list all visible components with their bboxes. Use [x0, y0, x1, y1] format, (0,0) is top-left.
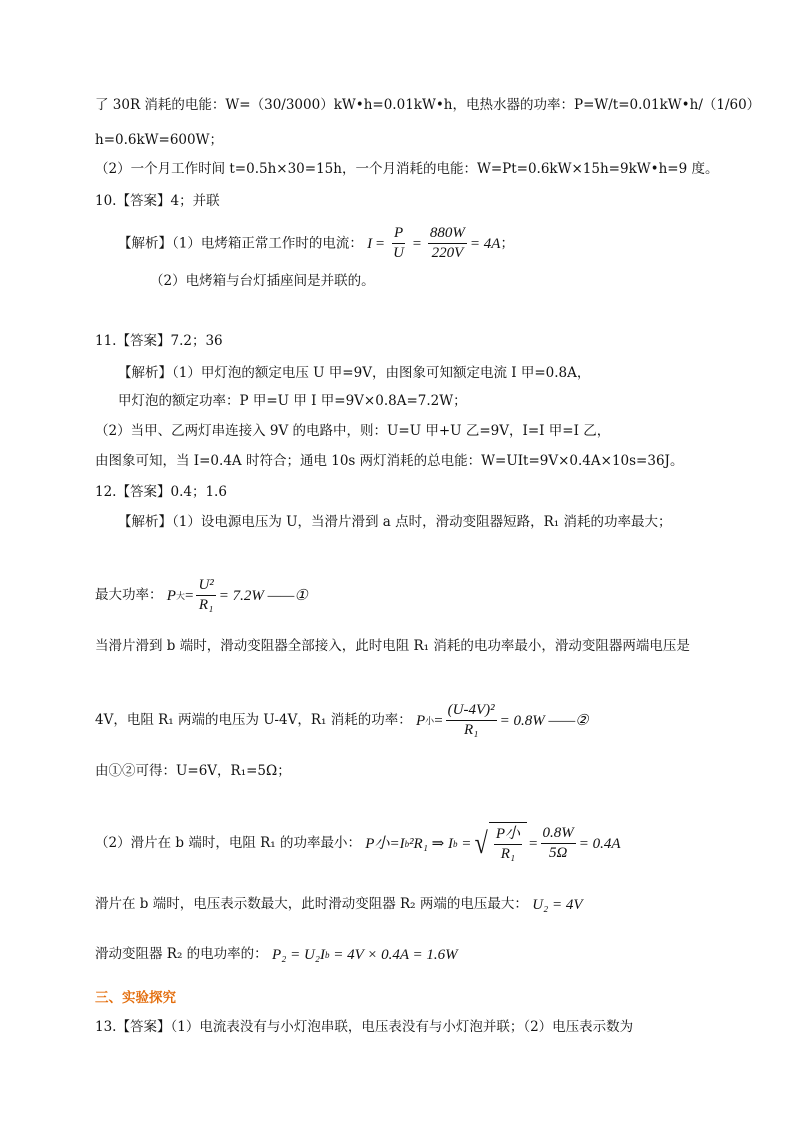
text-line: 了 30R 消耗的电能：W=（30/3000）kW•h=0.01kW•h，电热水器的功率：P=W/t=0.01kW•h/（1/60）	[95, 97, 761, 113]
analysis-text: （1）电烤箱正常工作时的电流：	[172, 235, 363, 252]
text-line: （2）一个月工作时间 t=0.5h×30=15h，一个月消耗的电能：W=Pt=0.6kW×15h=9kW•h=9 度。	[95, 161, 719, 177]
fraction	[494, 826, 522, 864]
denominator: 220V	[431, 245, 464, 262]
formula-current: I = $\frac{P}{U}$ = $\frac{880W}{220V}$ = 4A	[367, 225, 501, 262]
denominator: R₁	[500, 846, 516, 862]
square-root: √ $\frac{\text{P小}}{\text{R₁}}$	[473, 822, 527, 866]
question-number: 13.	[95, 1019, 117, 1035]
analysis-line	[118, 225, 514, 263]
text-line: 甲灯泡的额定功率：P 甲=U 甲 I 甲=9V×0.8A=7.2W；	[118, 393, 467, 409]
formula-power: P₂ = U₂I b = 4V × 0.4A = 1.6W	[272, 941, 458, 969]
punct: ；	[500, 235, 514, 252]
answer-line-q11	[95, 332, 223, 350]
numerator: 0.8W	[541, 825, 576, 844]
question-number: 11.	[95, 333, 117, 349]
text-line: 由①②可得：U=6V，R₁=5Ω；	[95, 763, 291, 779]
answer-text: 4；并联	[170, 193, 220, 209]
section-heading: 三、实验探究	[95, 990, 176, 1006]
equals: =	[461, 835, 472, 852]
label: 最大功率：	[95, 587, 163, 603]
formula-line-current	[95, 820, 621, 867]
math-symbol: P	[416, 712, 426, 729]
question-number: 12.	[95, 484, 117, 500]
fraction	[196, 577, 215, 615]
answer-line-q10	[95, 192, 220, 210]
answer-tag: 【答案】	[116, 193, 171, 209]
text-line: h=0.6kW=600W；	[95, 132, 223, 148]
math-symbol: P	[166, 587, 176, 604]
formula-line-min	[95, 700, 589, 741]
result: = 7.2W ——①	[218, 587, 308, 604]
analysis-tag: 【解析】	[118, 235, 172, 252]
text-line: 【解析】（1）甲灯泡的额定电压 U 甲=9V，由图象可知额定电流 I 甲=0.8A，	[118, 365, 591, 381]
math-expr: P₂ = U₂I	[271, 946, 326, 963]
math-expr: ²R₁ ⇒ I	[409, 835, 454, 852]
answer-line-q13	[95, 1018, 633, 1036]
formula-current-b: P小=I b ²R₁ ⇒ I b = √ $\frac{\text{P小}}{\text{R₁}}$ = $\frac{0.8W}{5\Omega}$ = 0.4A	[365, 821, 620, 867]
formula-max-power: P 大 = $\frac{\text{U²}}{\text{R₁}}$ = 7.2W ——①	[167, 576, 308, 616]
math-expr: = 4V × 0.4A = 1.6W	[333, 946, 458, 963]
denominator: R₁	[463, 722, 479, 738]
label: 滑动变阻器 R₂ 的电功率的：	[95, 946, 268, 962]
numerator: 880W	[428, 225, 467, 244]
denominator: 5Ω	[548, 845, 568, 861]
fraction	[541, 825, 576, 863]
answer-tag: 【答案】	[116, 333, 171, 349]
math-symbol: I	[367, 235, 373, 252]
question-number: 10.	[95, 193, 117, 209]
power-line	[95, 940, 458, 969]
denominator: U	[393, 245, 404, 262]
fraction	[391, 225, 406, 263]
numerator: P	[392, 225, 405, 244]
text-line: （2）当甲、乙两灯串连接入 9V 的电路中，则：U=U 甲+U 乙=9V，I=I 甲=I 乙，	[95, 423, 611, 439]
label: 滑片在 b 端时，电压表示数最大，此时滑动变阻器 R₂ 两端的电压最大：	[95, 896, 528, 912]
fraction	[446, 702, 497, 740]
formula-voltage: U₂ = 4V	[532, 896, 583, 913]
numerator: U²	[196, 577, 215, 596]
numerator: P小	[494, 826, 522, 845]
text-line: 由图象可知，当 I=0.4A 时符合；通电 10s 两灯消耗的总电能：W=UIt=9V×0.4A×10s=36J。	[95, 453, 684, 469]
text-line: 当滑片滑到 b 端时，滑动变阻器全部接入，此时电阻 R₁ 消耗的电功率最小，滑动变阻器两端电压是	[95, 638, 690, 654]
answer-text: 0.4；1.6	[170, 484, 227, 500]
text-line: 【解析】（1）设电源电压为 U，当滑片滑到 a 点时，滑动变阻器短路，R₁ 消耗的功率最大；	[118, 514, 672, 530]
result: = 0.4A	[578, 835, 621, 852]
answer-text: （1）电流表没有与小灯泡串联，电压表没有与小灯泡并联；（2）电压表示数为	[170, 1019, 634, 1035]
fraction	[428, 225, 467, 263]
voltage-line	[95, 890, 583, 919]
answer-text: 7.2；36	[170, 333, 223, 349]
math-expr: P小=I	[365, 835, 405, 852]
formula-line-max	[95, 575, 308, 616]
answer-tag: 【答案】	[116, 484, 171, 500]
result: = 4A	[469, 235, 501, 252]
answer-line-q12	[95, 483, 227, 501]
answer-tag: 【答案】	[116, 1019, 171, 1035]
label: （2）滑片在 b 端时，电阻 R₁ 的功率最小：	[95, 835, 361, 851]
result: = 0.8W ——②	[499, 712, 589, 729]
label: 4V，电阻 R₁ 两端的电压为 U-4V，R₁ 消耗的功率：	[95, 712, 412, 728]
numerator: (U-4V)²	[446, 702, 497, 721]
denominator: R₁	[198, 597, 214, 613]
formula-min-power: P 小 = $\frac{\text{(U-4V)²}}{\text{R₁}}$ = 0.8W ——②	[416, 701, 589, 741]
text-line: （2）电烤箱与台灯插座间是并联的。	[150, 273, 375, 289]
